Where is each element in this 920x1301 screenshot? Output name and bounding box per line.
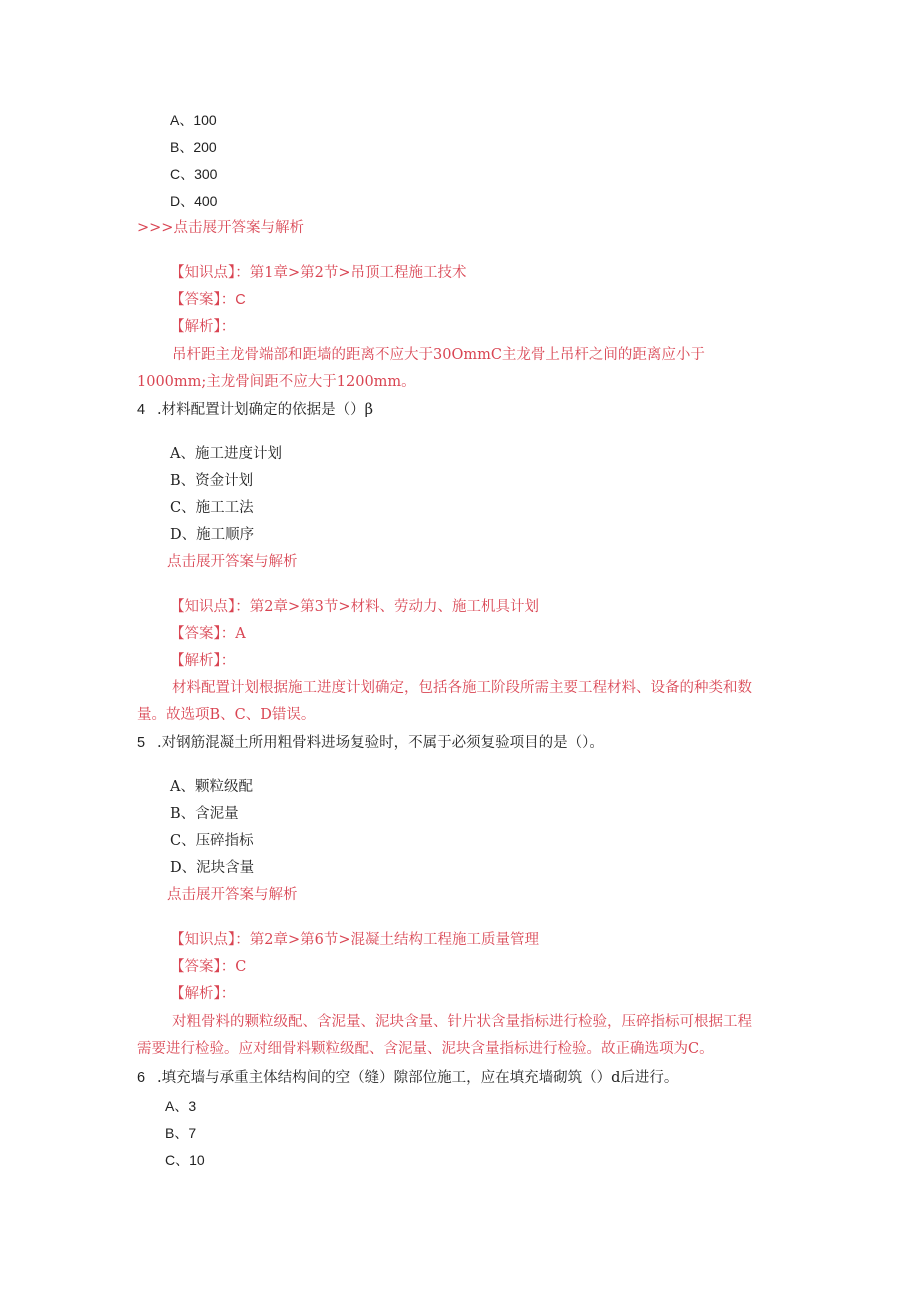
question-number: 4 — [137, 402, 146, 418]
question-text: .填充墙与承重主体结构间的空（缝）隙部位施工，应在填充墙砌筑（）d后进行。 — [157, 1070, 679, 1086]
option-a[interactable]: A、颗粒级配 — [170, 779, 253, 795]
question-stem — [137, 400, 373, 420]
analysis-line-2: 1000mm;主龙骨间距不应大于1200mm。 — [137, 374, 416, 390]
knowledge-label: 【知识点】： — [170, 599, 250, 615]
option-b[interactable]: B、200 — [170, 139, 217, 155]
option-c[interactable]: C、压碎指标 — [170, 833, 254, 849]
knowledge-value: 第2章>第3节>材料、劳动力、施工机具计划 — [249, 599, 539, 615]
knowledge-label: 【知识点】： — [170, 265, 250, 281]
expand-answer-link[interactable]: 点击展开答案与解析 — [167, 887, 298, 903]
knowledge-value: 第1章>第2节>吊顶工程施工技术 — [249, 265, 467, 281]
option-a[interactable]: A、3 — [165, 1098, 197, 1114]
option-d[interactable]: D、泥块含量 — [170, 860, 255, 876]
knowledge-point — [170, 263, 467, 283]
question-stem — [137, 733, 604, 753]
answer — [170, 957, 246, 977]
analysis-label: 【解析】： — [170, 986, 236, 1002]
option-b[interactable]: B、资金计划 — [170, 473, 254, 489]
answer — [170, 624, 246, 644]
option-b[interactable]: B、含泥量 — [170, 806, 239, 822]
option-c[interactable]: C、10 — [165, 1152, 205, 1168]
option-b[interactable]: B、7 — [165, 1125, 197, 1141]
answer-value: C — [235, 959, 247, 975]
knowledge-label: 【知识点】： — [170, 932, 250, 948]
knowledge-point — [170, 930, 539, 950]
analysis-line-2: 需要进行检验。应对细骨料颗粒级配、含泥量、泥块含量指标进行检验。故正确选项为C。 — [137, 1041, 714, 1057]
analysis-line-2: 量。故选项B、C、D错误。 — [137, 707, 316, 723]
analysis-line-1: 吊杆距主龙骨端部和距墙的距离不应大于30OmmC主龙骨上吊杆之间的距离应小于 — [172, 347, 705, 363]
question-number: 6 — [137, 1070, 146, 1086]
analysis-line-1: 材料配置计划根据施工进度计划确定，包括各施工阶段所需主要工程材料、设备的种类和数 — [172, 680, 752, 696]
option-c[interactable]: C、300 — [170, 166, 218, 182]
option-a[interactable]: A、施工进度计划 — [170, 446, 282, 462]
option-d[interactable]: D、400 — [170, 193, 218, 209]
question-stem — [137, 1068, 678, 1088]
question-text: .对钢筋混凝土所用粗骨料进场复验时，不属于必须复验项目的是（）。 — [157, 735, 604, 751]
option-d[interactable]: D、施工顺序 — [170, 527, 255, 543]
answer-label: 【答案】： — [170, 626, 236, 642]
option-c[interactable]: C、施工工法 — [170, 500, 254, 516]
answer-label: 【答案】： — [170, 959, 236, 975]
option-a[interactable]: A、100 — [170, 112, 217, 128]
answer — [170, 290, 246, 310]
answer-value: A — [235, 626, 246, 642]
expand-answer-link[interactable]: >>>点击展开答案与解析 — [137, 220, 304, 236]
answer-label: 【答案】： — [170, 292, 236, 308]
knowledge-value: 第2章>第6节>混凝土结构工程施工质量管理 — [249, 932, 539, 948]
analysis-label: 【解析】： — [170, 319, 236, 335]
analysis-line-1: 对粗骨料的颗粒级配、含泥量、泥块含量、针片状含量指标进行检验，压碎指标可根据工程 — [172, 1014, 752, 1030]
question-text: .材料配置计划确定的依据是（）β — [157, 402, 373, 418]
expand-answer-link[interactable]: 点击展开答案与解析 — [167, 554, 298, 570]
answer-value: C — [235, 292, 246, 308]
question-number: 5 — [137, 735, 146, 751]
knowledge-point — [170, 597, 539, 617]
analysis-label: 【解析】： — [170, 653, 236, 669]
